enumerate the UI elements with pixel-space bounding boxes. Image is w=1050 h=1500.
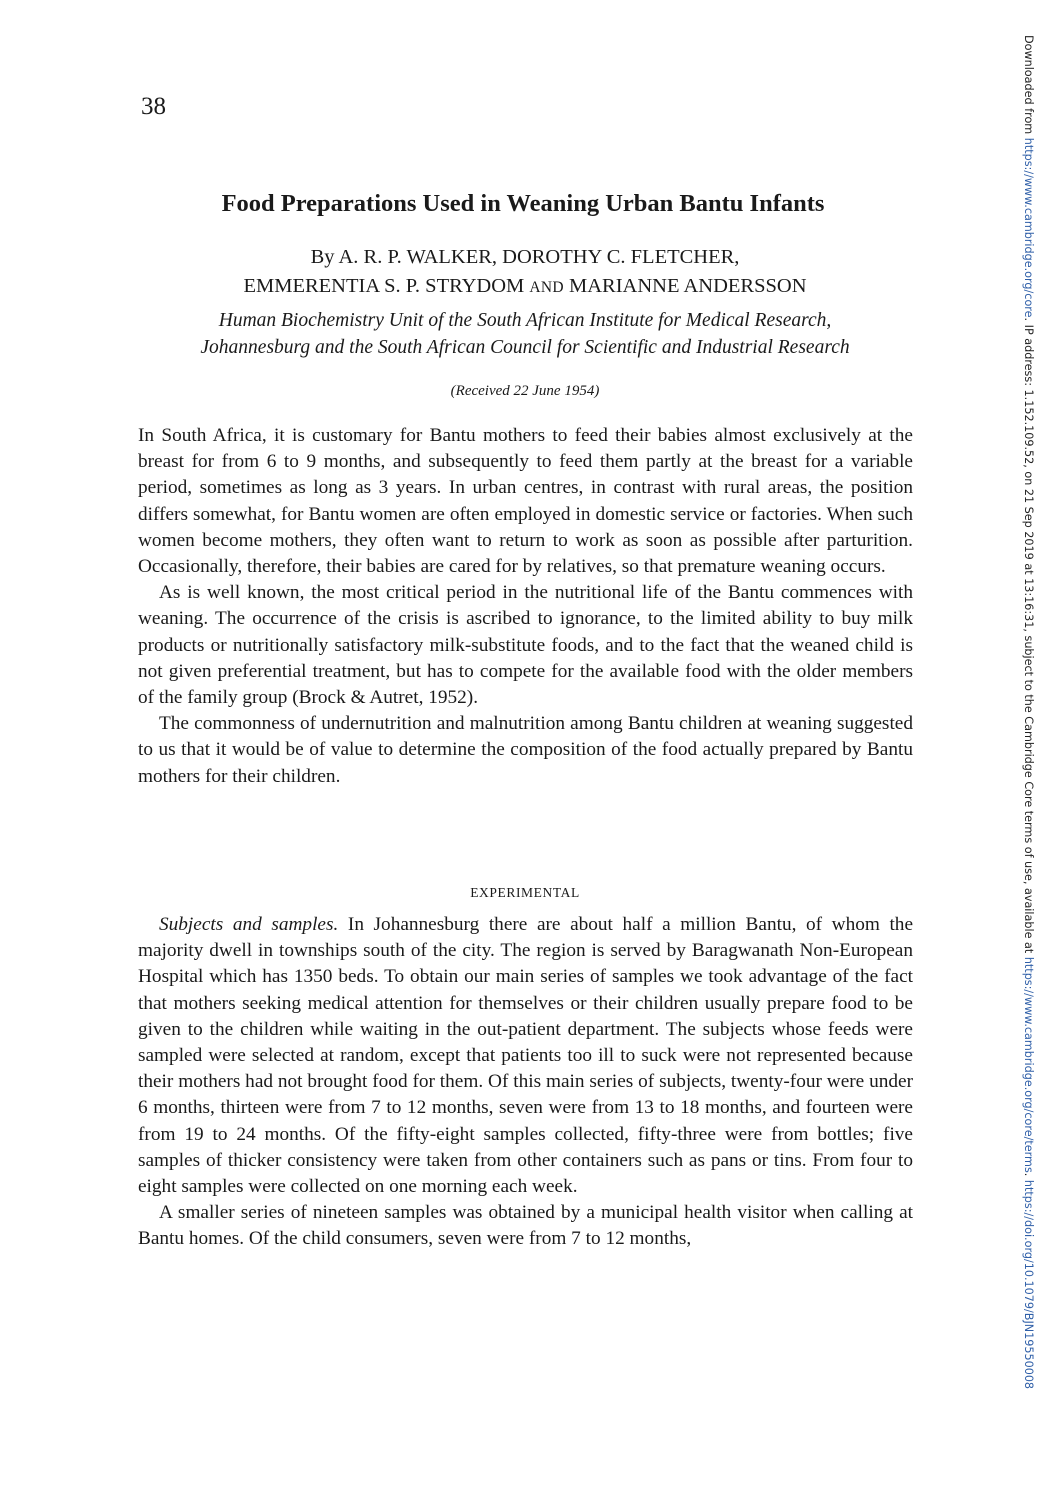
author-line-1 xyxy=(0,243,1050,272)
paragraph: The commonness of undernutrition and malnutrition among Bantu children at weaning suggested to us that it would be of value to determine the composition of the food actually prepared by Bantu mothers for their children. xyxy=(138,713,913,787)
core-link[interactable]: https://www.cambridge.org/core xyxy=(1022,137,1035,318)
paragraph-text: In Johannesburg there are about half a million Bantu, of whom the majority dwell in townships south of the city. The region is served by Baragwanath Non-European Hospital which has 1350 beds. To obtain our main series of samples we took advantage of the fact that mothers seeking medical attention for themselves or their children usually prepare food to be given to the children while waiting in the out-patient department. The subjects whose feeds were sampled were selected at random, except that patients too ill to suck were not represented because their mothers had not brought food for them. Of this main series of subjects, twenty-four were under 6 months, thirteen were from 7 to 12 months, seven were from 13 to 18 months, and fourteen were from 19 to 24 months. Of the fifty-eight samples collected, fifty-three were from bottles; five samples of thicker consistency were taken from other containers such as pans or tins. From four to eight samples were collected on one morning each week. xyxy=(138,914,913,1198)
section-heading: EXPERIMENTAL xyxy=(470,885,580,900)
affiliation-line: Johannesburg and the South African Council for Scientific and Industrial Research xyxy=(200,336,850,358)
subheading: Subjects and samples. xyxy=(159,914,339,935)
affiliation-line: Human Biochemistry Unit of the South African Institute for Medical Research, xyxy=(218,310,832,331)
paragraph: In South Africa, it is customary for Bantu mothers to feed their babies almost exclusively at the breast for from 6 to 9 months, and subsequently to feed them partly at the breast for a variable period, sometimes as long as 3 years. In urban centres, in contrast with rural areas, the position differs somewhat, for Bantu women are often employed in domestic service or factories. When such women become mothers, they often want to return to work as soon as possible after parturition. Occasionally, therefore, their babies are cared for by relatives, so that premature weaning occurs. xyxy=(138,425,913,578)
download-notice xyxy=(1017,35,1039,1390)
by-label: By xyxy=(310,246,335,268)
article-title: Food Preparations Used in Weaning Urban Bantu Infants xyxy=(221,190,825,217)
paragraph: As is well known, the most critical period in the nutritional life of the Bantu commences with weaning. The occurrence of the crisis is ascribed to ignorance, to the limited ability to buy milk products or nutritionally satisfactory milk-substitute foods, and to the fact that the weaned child is not given preferential treatment, but has to compete for the available food with the older members of the family group (Brock & Autret, 1952). xyxy=(138,582,913,709)
author-line-2 xyxy=(0,272,1050,303)
author-list xyxy=(0,243,1050,302)
author-name: MARIANNE ANDERSSON xyxy=(569,274,807,297)
terms-link[interactable]: https://www.cambridge.org/core/terms xyxy=(1022,956,1035,1173)
page-number: 38 xyxy=(141,93,166,120)
author-name: EMMERENTIA S. P. STRYDOM xyxy=(243,274,525,297)
experimental-section xyxy=(138,912,913,1253)
and-connector: AND xyxy=(529,278,564,296)
introduction xyxy=(138,423,913,790)
paragraph xyxy=(138,912,913,1200)
received-date: (Received 22 June 1954) xyxy=(450,383,600,399)
notice-text: . xyxy=(1022,1172,1035,1180)
affiliation xyxy=(0,308,1050,361)
doi-link[interactable]: https://doi.org/10.1079/BJN19550008 xyxy=(1022,1179,1035,1390)
paragraph: A smaller series of nineteen samples was obtained by a municipal health visitor when calling at Bantu homes. Of the child consumers, seven were from 7 to 12 months, xyxy=(138,1202,913,1250)
notice-text: Downloaded from xyxy=(1022,35,1035,138)
authors-first-line: A. R. P. WALKER, DOROTHY C. FLETCHER, xyxy=(338,246,740,268)
notice-text: . IP address: 1.152.109.52, on 21 Sep 2019 at 13:16:31, subject to the Cambridge Core terms of use, available at xyxy=(1022,317,1035,957)
